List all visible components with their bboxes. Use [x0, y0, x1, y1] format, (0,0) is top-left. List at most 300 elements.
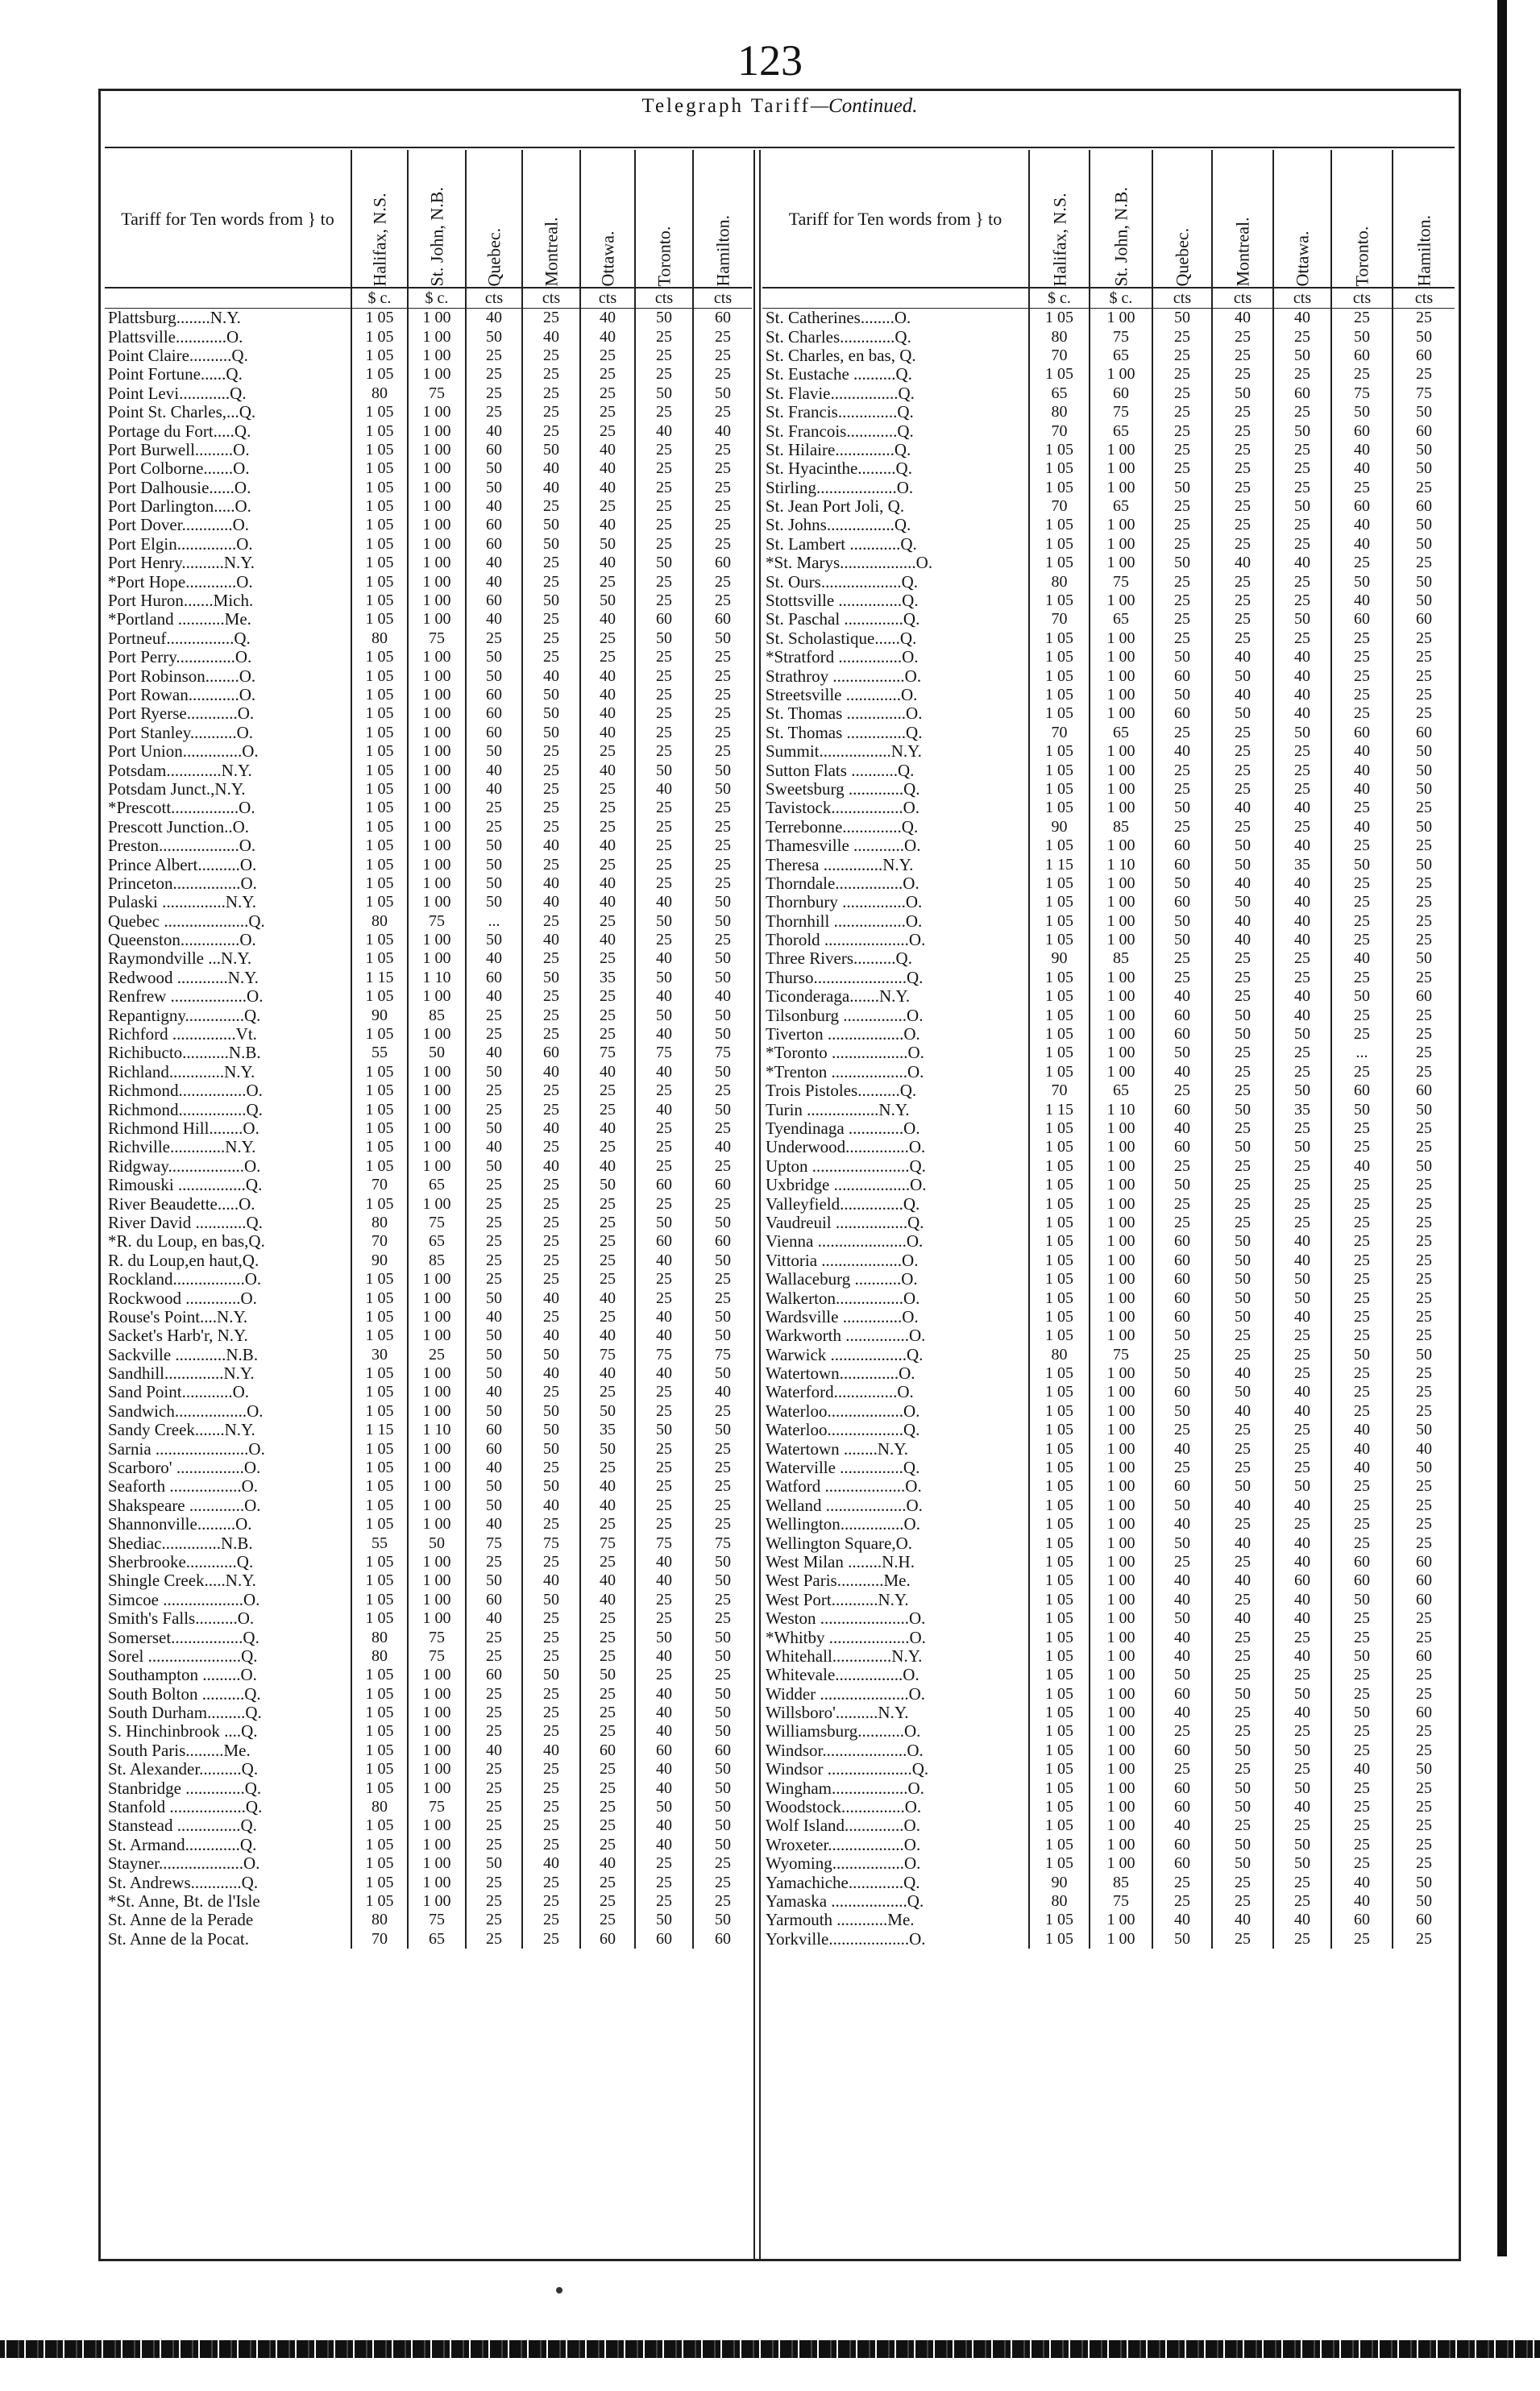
- place-name: Streetsville .............O.: [766, 685, 918, 704]
- rate-cell: 50: [693, 629, 752, 648]
- rate-cell: 1 00: [408, 855, 466, 874]
- rate-cell: 25: [635, 479, 693, 497]
- place-name: Point Claire..........Q.: [108, 346, 248, 365]
- rate-cell: 50: [1393, 1892, 1455, 1911]
- rate-cell: 75: [408, 912, 466, 931]
- rate-cell: 25: [466, 1798, 522, 1816]
- rate-cell: 1 05: [351, 1609, 408, 1628]
- rate-cell: 25: [1212, 572, 1273, 591]
- units-blank: [105, 288, 351, 309]
- table-row: [105, 780, 752, 799]
- table-row: [762, 1100, 1455, 1119]
- rate-cell: 1 00: [408, 1063, 466, 1081]
- rate-cell: 50: [693, 1308, 752, 1326]
- rate-cell: 25: [1393, 1515, 1455, 1534]
- rate-cell: 70: [1029, 610, 1090, 629]
- rate-cell: 1 05: [351, 1383, 408, 1401]
- rate-cell: 50: [1393, 327, 1455, 346]
- rate-cell: 40: [1331, 761, 1393, 779]
- rate-cell: 25: [1212, 742, 1273, 761]
- rate-cell: 60: [466, 724, 522, 742]
- rate-cell: 40: [522, 479, 580, 497]
- rate-cell: 40: [522, 327, 580, 346]
- rate-cell: 1 05: [351, 592, 408, 610]
- rate-cell: 25: [1212, 1515, 1273, 1534]
- rate-cell: 25: [1212, 421, 1273, 440]
- unit-label: $ c.: [1029, 288, 1090, 309]
- rate-cell: 25: [1331, 1798, 1393, 1816]
- rate-cell: 25: [466, 1873, 522, 1891]
- table-row: [105, 1515, 752, 1534]
- table-row: [105, 686, 752, 704]
- header-st-john: St. John, N.B.: [408, 150, 466, 288]
- rate-cell: 1 00: [1090, 931, 1152, 949]
- rate-cell: 25: [1273, 1459, 1331, 1477]
- table-row: [762, 1779, 1455, 1797]
- rate-cell: 50: [408, 1534, 466, 1552]
- rate-cell: 25: [1393, 1252, 1455, 1270]
- rate-cell: 40: [580, 1119, 635, 1138]
- place-name: Windsor ....................Q.: [766, 1760, 929, 1779]
- rate-cell: 25: [635, 648, 693, 666]
- rate-cell: 25: [1152, 761, 1212, 779]
- place-name: Vienna .....................O.: [766, 1232, 924, 1252]
- rate-cell: 50: [1331, 327, 1393, 346]
- rate-cell: 25: [1152, 1873, 1212, 1891]
- rate-cell: 60: [1152, 1308, 1212, 1326]
- place-name: S. Hinchinbrook ....Q.: [108, 1722, 258, 1741]
- rate-cell: 25: [1212, 1553, 1273, 1571]
- rate-cell: 85: [1090, 818, 1152, 836]
- rate-cell: 60: [466, 1591, 522, 1609]
- rate-cell: 25: [1331, 1063, 1393, 1081]
- rate-cell: 60: [1331, 1571, 1393, 1590]
- place-name: St. Ours...................Q.: [766, 572, 919, 592]
- table-title-caps: Telegraph Tariff: [641, 95, 811, 117]
- rate-cell: 40: [635, 1252, 693, 1270]
- rate-cell: 25: [635, 1666, 693, 1684]
- rate-cell: 40: [635, 1364, 693, 1383]
- rate-cell: 60: [1152, 1289, 1212, 1307]
- rate-cell: 1 05: [351, 1873, 408, 1891]
- rate-cell: 50: [1273, 1270, 1331, 1289]
- rate-cell: 25: [693, 874, 752, 893]
- rate-cell: 50: [635, 1798, 693, 1816]
- rate-cell: 25: [1152, 592, 1212, 610]
- place-name: Tyendinaga .............O.: [766, 1119, 920, 1138]
- rate-cell: 1 05: [351, 799, 408, 817]
- table-row: [762, 592, 1455, 610]
- rate-cell: 50: [693, 1006, 752, 1024]
- place-name: Portage du Fort.....Q.: [108, 421, 251, 441]
- table-row: [762, 704, 1455, 723]
- table-row: [105, 479, 752, 497]
- rate-cell: 1 00: [1090, 742, 1152, 761]
- place-name: Richmond Hill........O.: [108, 1119, 259, 1138]
- rate-cell: 1 15: [351, 969, 408, 987]
- rate-cell: 25: [635, 1459, 693, 1477]
- rate-cell: 40: [635, 1647, 693, 1666]
- rate-cell: 40: [466, 761, 522, 779]
- rate-cell: 1 05: [351, 1836, 408, 1854]
- rate-cell: 40: [1212, 874, 1273, 893]
- rate-cell: 25: [522, 1836, 580, 1854]
- rate-cell: 25: [580, 742, 635, 761]
- rate-cell: 25: [1393, 666, 1455, 685]
- rate-cell: 25: [693, 1477, 752, 1496]
- table-row: [762, 874, 1455, 893]
- rate-cell: 1 00: [408, 836, 466, 855]
- rate-cell: 40: [1273, 1798, 1331, 1816]
- page-number: 123: [737, 36, 803, 85]
- place-name: Repantigny..............Q.: [108, 1006, 261, 1025]
- rate-cell: 25: [522, 1308, 580, 1326]
- rate-cell: 40: [1273, 1911, 1331, 1929]
- rate-cell: 40: [1273, 874, 1331, 893]
- rate-cell: 25: [522, 1025, 580, 1044]
- rate-cell: 25: [693, 497, 752, 516]
- rate-cell: 1 00: [408, 893, 466, 911]
- table-row: [105, 818, 752, 836]
- rate-cell: 25: [1212, 1722, 1273, 1741]
- header-place-column: Tariff for Ten words from } to: [105, 150, 351, 288]
- rate-cell: 40: [466, 309, 522, 328]
- rate-cell: 50: [1152, 309, 1212, 328]
- rate-cell: 50: [1212, 1779, 1273, 1797]
- rate-cell: 25: [522, 1685, 580, 1704]
- rate-cell: 1 05: [1029, 1025, 1090, 1044]
- rate-cell: 60: [1393, 1591, 1455, 1609]
- rate-cell: 1 05: [351, 1119, 408, 1138]
- rate-cell: 25: [1393, 1025, 1455, 1044]
- place-name: *Prescott................O.: [108, 799, 255, 818]
- rate-cell: 50: [1331, 855, 1393, 874]
- place-name: Queenston..............O.: [108, 930, 256, 950]
- rate-cell: 25: [693, 1496, 752, 1515]
- rate-cell: 40: [466, 1138, 522, 1156]
- rate-cell: 1 00: [408, 874, 466, 893]
- table-row: [105, 1722, 752, 1741]
- rate-cell: 25: [1331, 1289, 1393, 1307]
- rate-cell: 1 05: [1029, 479, 1090, 497]
- rate-cell: 60: [1152, 1477, 1212, 1496]
- rate-cell: 25: [693, 365, 752, 384]
- rate-cell: 40: [580, 666, 635, 685]
- rate-cell: 25: [580, 648, 635, 666]
- place-name: Plattsville............O.: [108, 327, 243, 347]
- rate-cell: 25: [1393, 479, 1455, 497]
- rate-cell: 1 05: [1029, 1534, 1090, 1552]
- rate-cell: 25: [1212, 1892, 1273, 1911]
- table-row: [105, 1609, 752, 1628]
- rate-cell: 1 05: [351, 1591, 408, 1609]
- rate-cell: 25: [1273, 592, 1331, 610]
- rate-cell: 1 05: [1029, 309, 1090, 328]
- rate-cell: 50: [693, 1685, 752, 1704]
- place-name: *R. du Loup, en bas,Q.: [108, 1232, 265, 1252]
- table-row: [762, 1647, 1455, 1666]
- rate-cell: 1 05: [351, 780, 408, 799]
- place-name: St. Alexander..........Q.: [108, 1760, 259, 1779]
- place-name: Point Levi............Q.: [108, 384, 247, 403]
- rate-cell: 1 00: [408, 1571, 466, 1590]
- rate-cell: 1 10: [408, 1421, 466, 1439]
- rate-cell: 25: [580, 1252, 635, 1270]
- table-row: [762, 686, 1455, 704]
- rate-cell: 25: [580, 572, 635, 591]
- table-row: [762, 893, 1455, 911]
- rate-cell: 1 00: [408, 1854, 466, 1873]
- rate-cell: 25: [522, 780, 580, 799]
- rate-cell: 25: [522, 1609, 580, 1628]
- rate-cell: 1 05: [1029, 969, 1090, 987]
- table-row: [762, 1025, 1455, 1044]
- place-name: Port Rowan............O.: [108, 685, 256, 704]
- rate-cell: 40: [1273, 1252, 1331, 1270]
- place-name: Ridgway..................O.: [108, 1156, 261, 1176]
- rate-cell: 25: [1212, 459, 1273, 478]
- place-name: Rockland.................O.: [108, 1269, 262, 1289]
- rate-cell: 50: [466, 666, 522, 685]
- place-name: Port Burwell.........O.: [108, 440, 250, 459]
- rate-cell: 50: [466, 1402, 522, 1421]
- place-name: Vaudreuil .................Q.: [766, 1213, 924, 1232]
- rate-cell: 60: [1331, 1911, 1393, 1929]
- rate-cell: 50: [466, 459, 522, 478]
- rate-cell: 1 00: [1090, 592, 1152, 610]
- rate-cell: 1 05: [1029, 516, 1090, 534]
- rate-cell: 40: [1273, 648, 1331, 666]
- rate-cell: 25: [580, 780, 635, 799]
- rate-cell: 50: [466, 1289, 522, 1307]
- rate-cell: 1 05: [1029, 1722, 1090, 1741]
- rate-cell: 1 05: [351, 1496, 408, 1515]
- rate-cell: 25: [522, 1232, 580, 1251]
- rate-cell: 80: [351, 1911, 408, 1929]
- rate-cell: 1 05: [1029, 1270, 1090, 1289]
- place-name: Sacket's Harb'r, N.Y.: [108, 1326, 248, 1346]
- place-name: Trois Pistoles..........Q.: [766, 1081, 917, 1101]
- rate-cell: 40: [1331, 1157, 1393, 1176]
- rate-cell: 25: [693, 1515, 752, 1534]
- rate-cell: 50: [693, 969, 752, 987]
- rate-cell: 25: [1331, 893, 1393, 911]
- rate-cell: 60: [580, 1741, 635, 1760]
- rate-cell: 25: [580, 1308, 635, 1326]
- table-row: [105, 1816, 752, 1835]
- place-name: Sweetsburg .............Q.: [766, 779, 920, 799]
- rate-cell: 25: [1212, 1873, 1273, 1891]
- rate-cell: 1 00: [408, 1100, 466, 1119]
- rate-cell: 50: [693, 1025, 752, 1044]
- rate-cell: 1 05: [351, 1816, 408, 1835]
- rate-cell: 25: [522, 648, 580, 666]
- table-row: [762, 1421, 1455, 1439]
- rate-cell: 90: [1029, 818, 1090, 836]
- rate-cell: 25: [1212, 1157, 1273, 1176]
- rate-cell: 1 05: [1029, 1157, 1090, 1176]
- table-row: [762, 648, 1455, 666]
- place-name: R. du Loup,en haut,Q.: [108, 1251, 259, 1270]
- rate-cell: 50: [522, 441, 580, 459]
- table-row: [105, 1911, 752, 1929]
- rate-cell: 50: [466, 874, 522, 893]
- rate-cell: 25: [466, 1081, 522, 1100]
- rate-cell: 60: [693, 309, 752, 328]
- rate-cell: 65: [1029, 384, 1090, 403]
- rate-cell: 40: [1273, 554, 1331, 572]
- rate-cell: 40: [635, 1100, 693, 1119]
- rate-cell: 1 00: [1090, 1854, 1152, 1873]
- rate-cell: 25: [580, 1816, 635, 1835]
- rate-cell: 25: [1152, 535, 1212, 554]
- rate-cell: 25: [1152, 1081, 1212, 1100]
- rate-cell: 25: [522, 1779, 580, 1797]
- units-row: [105, 288, 752, 309]
- rate-cell: 1 05: [351, 742, 408, 761]
- rate-cell: 50: [693, 1779, 752, 1797]
- rate-cell: 50: [580, 592, 635, 610]
- table-row: [105, 1063, 752, 1081]
- rate-cell: 25: [635, 855, 693, 874]
- rate-cell: 60: [466, 1439, 522, 1458]
- rate-cell: 25: [1273, 1421, 1331, 1439]
- rate-cell: 25: [1331, 1515, 1393, 1534]
- rate-cell: 40: [1212, 554, 1273, 572]
- rate-cell: 25: [522, 347, 580, 365]
- rate-cell: 25: [635, 1289, 693, 1307]
- table-row: [762, 949, 1455, 968]
- rate-cell: 1 00: [408, 1119, 466, 1138]
- table-row: [762, 1609, 1455, 1628]
- table-row: [762, 1194, 1455, 1213]
- rate-cell: 60: [1331, 421, 1393, 440]
- rate-cell: 60: [466, 704, 522, 723]
- rate-cell: 40: [1152, 1063, 1212, 1081]
- rate-cell: 25: [1273, 1345, 1331, 1364]
- rate-cell: 40: [522, 1289, 580, 1307]
- rate-cell: 25: [1393, 1176, 1455, 1194]
- place-name: Thornbury ...............O.: [766, 893, 923, 912]
- rate-cell: 25: [522, 1930, 580, 1949]
- place-name: Williamsburg...........O.: [766, 1722, 921, 1741]
- table-row: [762, 1063, 1455, 1081]
- place-name: Stanfold ..................Q.: [108, 1797, 263, 1817]
- place-name: Thornhill .................O.: [766, 911, 923, 931]
- rate-cell: 40: [580, 1571, 635, 1590]
- place-name: St. Thomas ..............O.: [766, 704, 923, 724]
- place-name: Wellington Square,O.: [766, 1534, 913, 1553]
- rate-cell: 1 05: [1029, 629, 1090, 648]
- rate-cell: 1 00: [408, 610, 466, 629]
- rate-cell: 25: [693, 1402, 752, 1421]
- rate-cell: 50: [693, 1100, 752, 1119]
- place-name: Tilsonburg ...............O.: [766, 1006, 924, 1025]
- table-row: [105, 1534, 752, 1552]
- rate-cell: 50: [1393, 592, 1455, 610]
- rate-cell: 25: [1331, 1006, 1393, 1024]
- table-row: [105, 535, 752, 554]
- rate-cell: 85: [1090, 949, 1152, 968]
- rate-cell: 40: [466, 1383, 522, 1401]
- rate-cell: 50: [1212, 1025, 1273, 1044]
- rate-cell: 60: [522, 1044, 580, 1062]
- rate-cell: 25: [466, 1892, 522, 1911]
- rate-cell: 80: [351, 1798, 408, 1816]
- table-row: [105, 1873, 752, 1891]
- rate-cell: 25: [1273, 1760, 1331, 1779]
- table-row: [105, 836, 752, 855]
- table-title-suffix: —Continued.: [810, 95, 918, 117]
- rate-cell: 25: [1212, 1704, 1273, 1722]
- table-row: [762, 969, 1455, 987]
- table-row: [762, 572, 1455, 591]
- rate-cell: 25: [522, 799, 580, 817]
- rate-cell: 80: [1029, 572, 1090, 591]
- rate-cell: 1 05: [351, 497, 408, 516]
- rate-cell: 25: [1393, 1194, 1455, 1213]
- rate-cell: 75: [580, 1534, 635, 1552]
- rate-cell: 50: [1212, 1308, 1273, 1326]
- rate-cell: 60: [1152, 1138, 1212, 1156]
- rate-cell: 75: [408, 1798, 466, 1816]
- rate-cell: 25: [1212, 969, 1273, 987]
- table-row: [105, 1270, 752, 1289]
- rate-cell: 50: [522, 1477, 580, 1496]
- rate-cell: 50: [1212, 1100, 1273, 1119]
- rate-cell: 1 00: [408, 554, 466, 572]
- rate-cell: 25: [1393, 365, 1455, 384]
- rate-cell: 25: [580, 1194, 635, 1213]
- rate-cell: 50: [1273, 1081, 1331, 1100]
- rate-cell: 1 05: [351, 1892, 408, 1911]
- rate-cell: 25: [635, 1873, 693, 1891]
- rate-cell: 60: [1152, 1854, 1212, 1873]
- rate-cell: 50: [1212, 1289, 1273, 1307]
- rate-cell: 25: [466, 1704, 522, 1722]
- rate-cell: 1 05: [351, 1685, 408, 1704]
- rate-cell: 25: [693, 1194, 752, 1213]
- rate-cell: 1 05: [1029, 1439, 1090, 1458]
- place-name: Sandwich.................O.: [108, 1401, 264, 1421]
- rate-cell: 50: [408, 1044, 466, 1062]
- place-name: Stottsville ...............Q.: [766, 591, 919, 611]
- rate-cell: 25: [693, 686, 752, 704]
- table-row: [762, 1439, 1455, 1458]
- rate-cell: 75: [693, 1534, 752, 1552]
- rate-cell: 25: [1331, 931, 1393, 949]
- rate-cell: 25: [466, 1722, 522, 1741]
- place-name: St. Andrews............Q.: [108, 1873, 259, 1892]
- place-name: Smith's Falls..........O.: [108, 1609, 255, 1629]
- rate-cell: 25: [1393, 1816, 1455, 1835]
- rate-cell: 50: [522, 1345, 580, 1364]
- rate-cell: 25: [635, 497, 693, 516]
- rate-cell: 25: [1152, 497, 1212, 516]
- rate-cell: 25: [580, 1685, 635, 1704]
- rate-cell: 25: [1393, 1609, 1455, 1628]
- place-name: Port Elgin..............O.: [108, 534, 253, 554]
- rate-cell: 1 00: [408, 535, 466, 554]
- place-name: Walkerton................O.: [766, 1289, 920, 1308]
- rate-cell: 25: [522, 384, 580, 403]
- rate-cell: 25: [693, 836, 752, 855]
- place-name: Underwood...............O.: [766, 1138, 926, 1157]
- rate-cell: 40: [1152, 1816, 1212, 1835]
- rate-cell: 40: [1152, 1571, 1212, 1590]
- place-name: Sand Point............O.: [108, 1383, 250, 1402]
- place-name: Sutton Flats ...........Q.: [766, 761, 915, 780]
